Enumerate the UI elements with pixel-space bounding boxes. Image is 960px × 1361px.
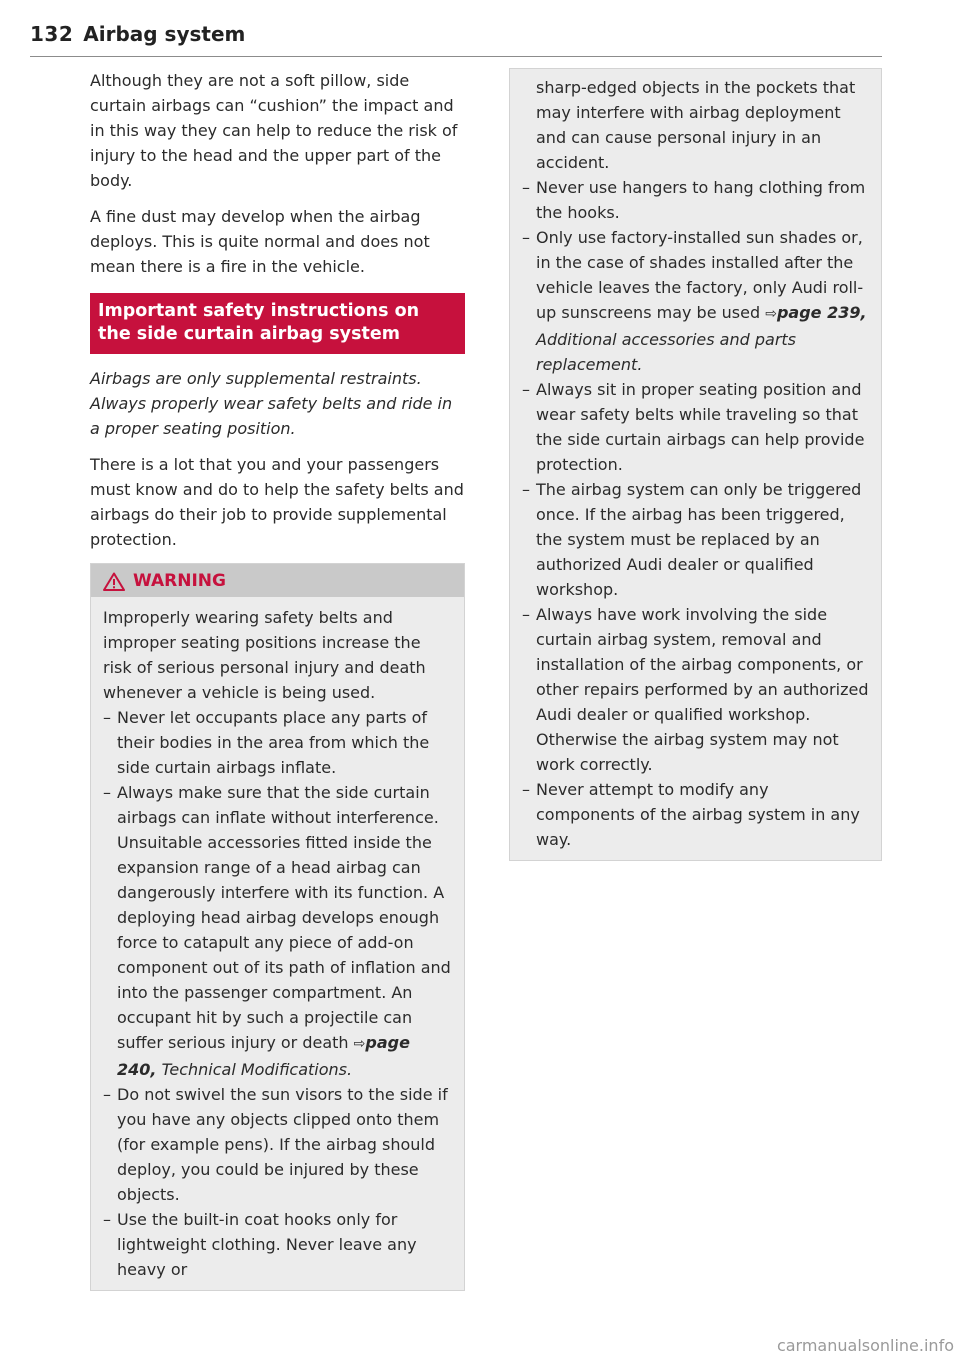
warning-title: WARNING: [133, 571, 226, 591]
warning-item: – Never use hangers to hang clothing from the hooks.: [522, 175, 869, 225]
safety-instructions-heading: Important safety instructions on the side curtain airbag system: [90, 293, 465, 354]
warning-intro: Improperly wearing safety belts and improper seating positions increase the risk of serious personal injury and death whenever a vehicle is being used.: [103, 608, 426, 702]
warning-item: – Always have work involving the side curtain airbag system, removal and installation of the airbag components, or other repairs performed by an authorized Audi dealer or qualified workshop. Otherwise the airbag system may not work correctly.: [522, 602, 869, 777]
warning-item: [522, 225, 869, 377]
page-reference[interactable]: page 239,: [776, 303, 867, 322]
warning-box-continued: [509, 68, 882, 861]
warning-item: – Never attempt to modify any components of the airbag system in any way.: [522, 777, 869, 852]
warning-item: – Use the built-in coat hooks only for lightweight clothing. Never leave any heavy or: [103, 1207, 452, 1282]
warning-item: [103, 780, 452, 1082]
warning-item: – The airbag system can only be triggered once. If the airbag has been triggered, the system must be replaced by an authorized Audi dealer or qualified workshop.: [522, 477, 869, 602]
left-column: [90, 68, 465, 1291]
section-title: Airbag system: [83, 22, 246, 46]
warning-item: – Do not swivel the sun visors to the side if you have any objects clipped onto them (for example pens). If the airbag should deploy, you could be injured by these objects.: [103, 1082, 452, 1207]
paragraph-fine-dust: A fine dust may develop when the airbag deploys. This is quite normal and does not mean there is a fire in the vehicle.: [90, 207, 430, 276]
intro-italic: Airbags are only supplemental restraints. Always properly wear safety belts and ride in a proper seating position.: [90, 369, 453, 438]
warning-item-text: Always make sure that the side curtain airbags can inflate without interference. Unsuitable accessories fitted inside the expansion range of a head airbag can dangerously interfere with its function. A deploying head airbag develops enough force to catapult any piece of add-on component out of its path of inflation and into the passenger compartment. An occupant hit by such a projectile can suffer serious injury or death: [117, 783, 451, 1052]
warning-item-continued: sharp-edged objects in the pockets that may interfere with airbag deployment and can cause personal injury in an accident.: [536, 78, 856, 172]
reference-title[interactable]: Technical Modifications.: [161, 1060, 353, 1079]
reference-title[interactable]: Additional accessories and parts replacement.: [536, 330, 797, 374]
warning-triangle-icon: [103, 572, 125, 591]
watermark: carmanualsonline.info: [776, 1336, 954, 1355]
warning-box: [90, 563, 465, 1291]
warning-header: [91, 564, 464, 597]
right-column: [509, 68, 882, 861]
paragraph-passengers: There is a lot that you and your passengers must know and do to help the safety belts and airbags do their job to provide supplemental protection.: [90, 455, 464, 549]
page-reference[interactable]: page 240,: [117, 1033, 410, 1079]
paragraph-cushion: Although they are not a soft pillow, side curtain airbags can “cushion” the impact and in this way they can help to reduce the risk of injury to the head and the upper part of the body.: [90, 71, 458, 190]
warning-body-continued: [510, 69, 881, 860]
reference-arrow-icon: ⇨: [353, 1036, 366, 1052]
warning-item: – Always sit in proper seating position and wear safety belts while traveling so that the side curtain airbags can help provide protection.: [522, 377, 869, 477]
page-header: [30, 22, 882, 57]
page-number: 132: [30, 22, 74, 46]
warning-item: – Never let occupants place any parts of their bodies in the area from which the side curtain airbags inflate.: [103, 705, 452, 780]
warning-item-text: Only use factory-installed sun shades or, in the case of shades installed after the vehicle leaves the factory, only Audi roll-up sunscreens may be used: [536, 228, 864, 322]
warning-body: [91, 597, 464, 1290]
reference-arrow-icon: ⇨: [765, 306, 777, 322]
